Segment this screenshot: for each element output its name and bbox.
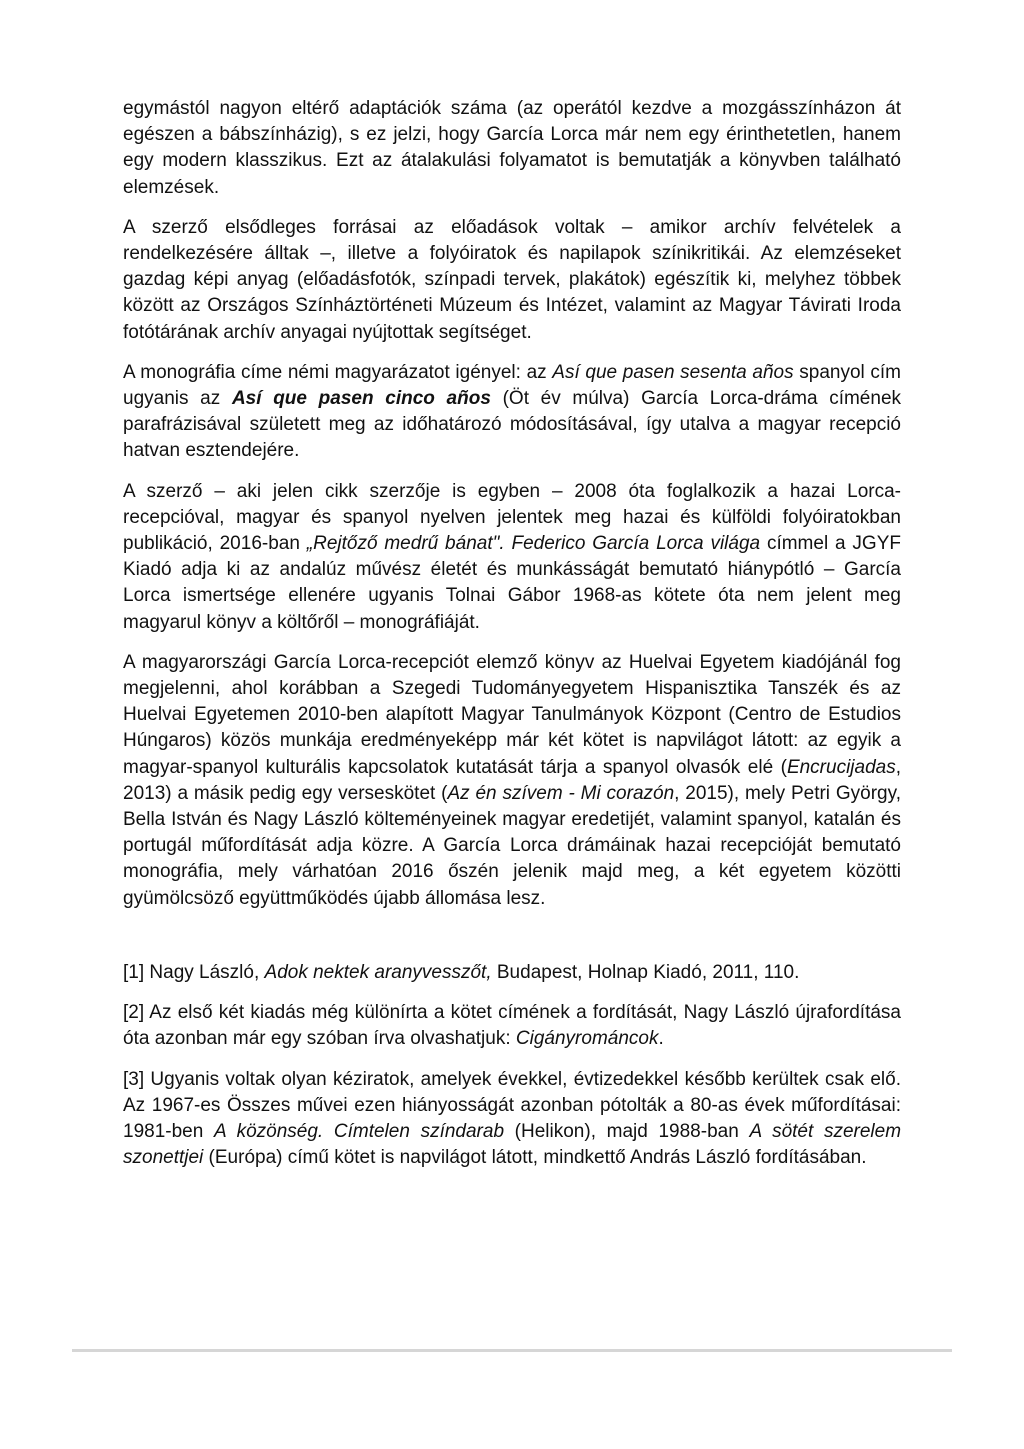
paragraph-1 (123, 96, 901, 201)
paragraph-4-text-b: címmel a JGYF Kiadó adja ki az andalúz művész életét és munkásságát bemutató hiánypótló – García Lorca ismertsége ellenére ugyanis Tolnai Gábor 1968-as kötete óta nem jelent meg magyarul könyv a költőről – monográfiáját. (123, 533, 901, 633)
paragraph-5-italic-encrucijadas: Encrucijadas (786, 756, 896, 778)
paragraph-2 (123, 215, 901, 346)
footnote-2-text-a: [2] Az első két kiadás még különírta a kötet címének a fordítását, Nagy László újrafordítása óta azonban már egy szóban írva olvashatjuk: (123, 1002, 901, 1050)
footnote-1-text-b: Budapest, Holnap Kiadó, 2011, 110. (491, 961, 800, 983)
page-bottom-divider (72, 1349, 952, 1352)
paragraph-3-text-a: A monográfia címe némi magyarázatot igényel: az (123, 361, 553, 383)
footnote-3-italic-title-a: A közönség. Címtelen színdarab (213, 1120, 505, 1142)
paragraph-4-italic-title: „Rejtőző medrű bánat". Federico García Lorca világa (306, 533, 761, 555)
paragraph-5-text-c: , 2015), mely Petri György, Bella István és Nagy László költeményeinek magyar eredetijét, valamint spanyol, katalán és portugál műfordítását adja közre. A García Lorca drámáinak hazai recepcióját bemutató monográfia, mely várhatóan 2016 őszén jelenik majd meg, a két egyetem közötti gyümölcsöző együttműködés újabb állomása lesz. (123, 782, 901, 909)
paragraph-4-text-a: A szerző – aki jelen cikk szerzője is egyben – 2008 óta foglalkozik a hazai Lorca-recepcióval, magyar és spanyol nyelven jelentek meg hazai és külföldi folyóiratokban publikáció, 2016-ban (123, 480, 901, 555)
footnote-3 (123, 1067, 901, 1172)
document-page (123, 96, 901, 1185)
footnote-1-text-a: [1] Nagy László, (123, 961, 265, 983)
footnote-3-text-b: (Helikon), majd 1988-ban (504, 1120, 750, 1142)
footnote-1-italic-title: Adok nektek aranyvesszőt, (264, 961, 492, 983)
paragraph-4 (123, 479, 901, 636)
footnote-2-text-b: . (658, 1028, 664, 1050)
paragraph-5 (123, 650, 901, 912)
paragraph-3-italic-title: Así que pasen sesenta años (552, 361, 794, 383)
footnote-3-text-c: (Európa) című kötet is napvilágot látott, mindkettő András László fordításában. (203, 1147, 867, 1169)
footnote-3-italic-title-b: A sötét szerelem szonettjei (123, 1120, 902, 1169)
paragraph-5-italic-szivem: Az én szívem - Mi corazón (447, 782, 675, 804)
paragraph-3-bold-italic-title: Así que pasen cinco años (231, 388, 491, 410)
paragraph-5-text-b: , 2013) a másik pedig egy verseskötet ( (123, 756, 901, 804)
footnote-2 (123, 1000, 901, 1052)
footnotes (123, 960, 901, 1171)
paragraph-3-text-c: (Öt év múlva) García Lorca-dráma címének parafrázisával született meg az időhatározó módosításával, így utalva a magyar recepció hatvan esztendejére. (123, 388, 902, 462)
paragraph-1-text: egymástól nagyon eltérő adaptációk száma (az operától kezdve a mozgásszínházon át egészen a bábszínházig), s ez jelzi, hogy García Lorca már nem egy érinthetetlen, hanem egy modern klasszikus. Ezt az átalakulási folyamatot is bemutatják a könyvben található elemzések. (123, 98, 901, 198)
footnote-1 (123, 960, 901, 986)
paragraph-3 (123, 360, 901, 465)
paragraph-3-text-b: spanyol cím ugyanis az (123, 361, 901, 410)
footnote-3-text-a: [3] Ugyanis voltak olyan kéziratok, amelyek évekkel, évtizedekkel később kerültek csak elő. Az 1967-es Összes művei ezen hiányosságát azonban pótolták a 80-as évek műfordításai: 1981-ben (123, 1068, 901, 1142)
paragraph-2-text: A szerző elsődleges forrásai az előadások voltak – amikor archív felvételek a rendelkezésére álltak –, illetve a folyóiratok és napilapok színikritikái. Az elemzéseket gazdag képi anyag (előadásfotók, színpadi tervek, plakátok) egészítik ki, melyhez többek között az Országos Színháztörténeti Múzeum és Intézet, valamint az Magyar Távirati Iroda fotótárának archív anyagai nyújtottak segítséget. (123, 216, 901, 343)
paragraph-5-text-a: A magyarországi García Lorca-recepciót elemző könyv az Huelvai Egyetem kiadójánál fog megjelenni, ahol korábban a Szegedi Tudományegyetem Hispanisztika Tanszék és az Huelvai Egyetemen 2010-ben alapított Magyar Tanulmányok Központ (Centro de Estudios Húngaros) közös munkája eredményeképp már két kötet is napvilágot látott: az egyik a magyar-spanyol kulturális kapcsolatok kutatását tárja a spanyol olvasók elé ( (123, 651, 901, 778)
footnote-2-italic-title: Cigányrománcok (515, 1028, 659, 1050)
